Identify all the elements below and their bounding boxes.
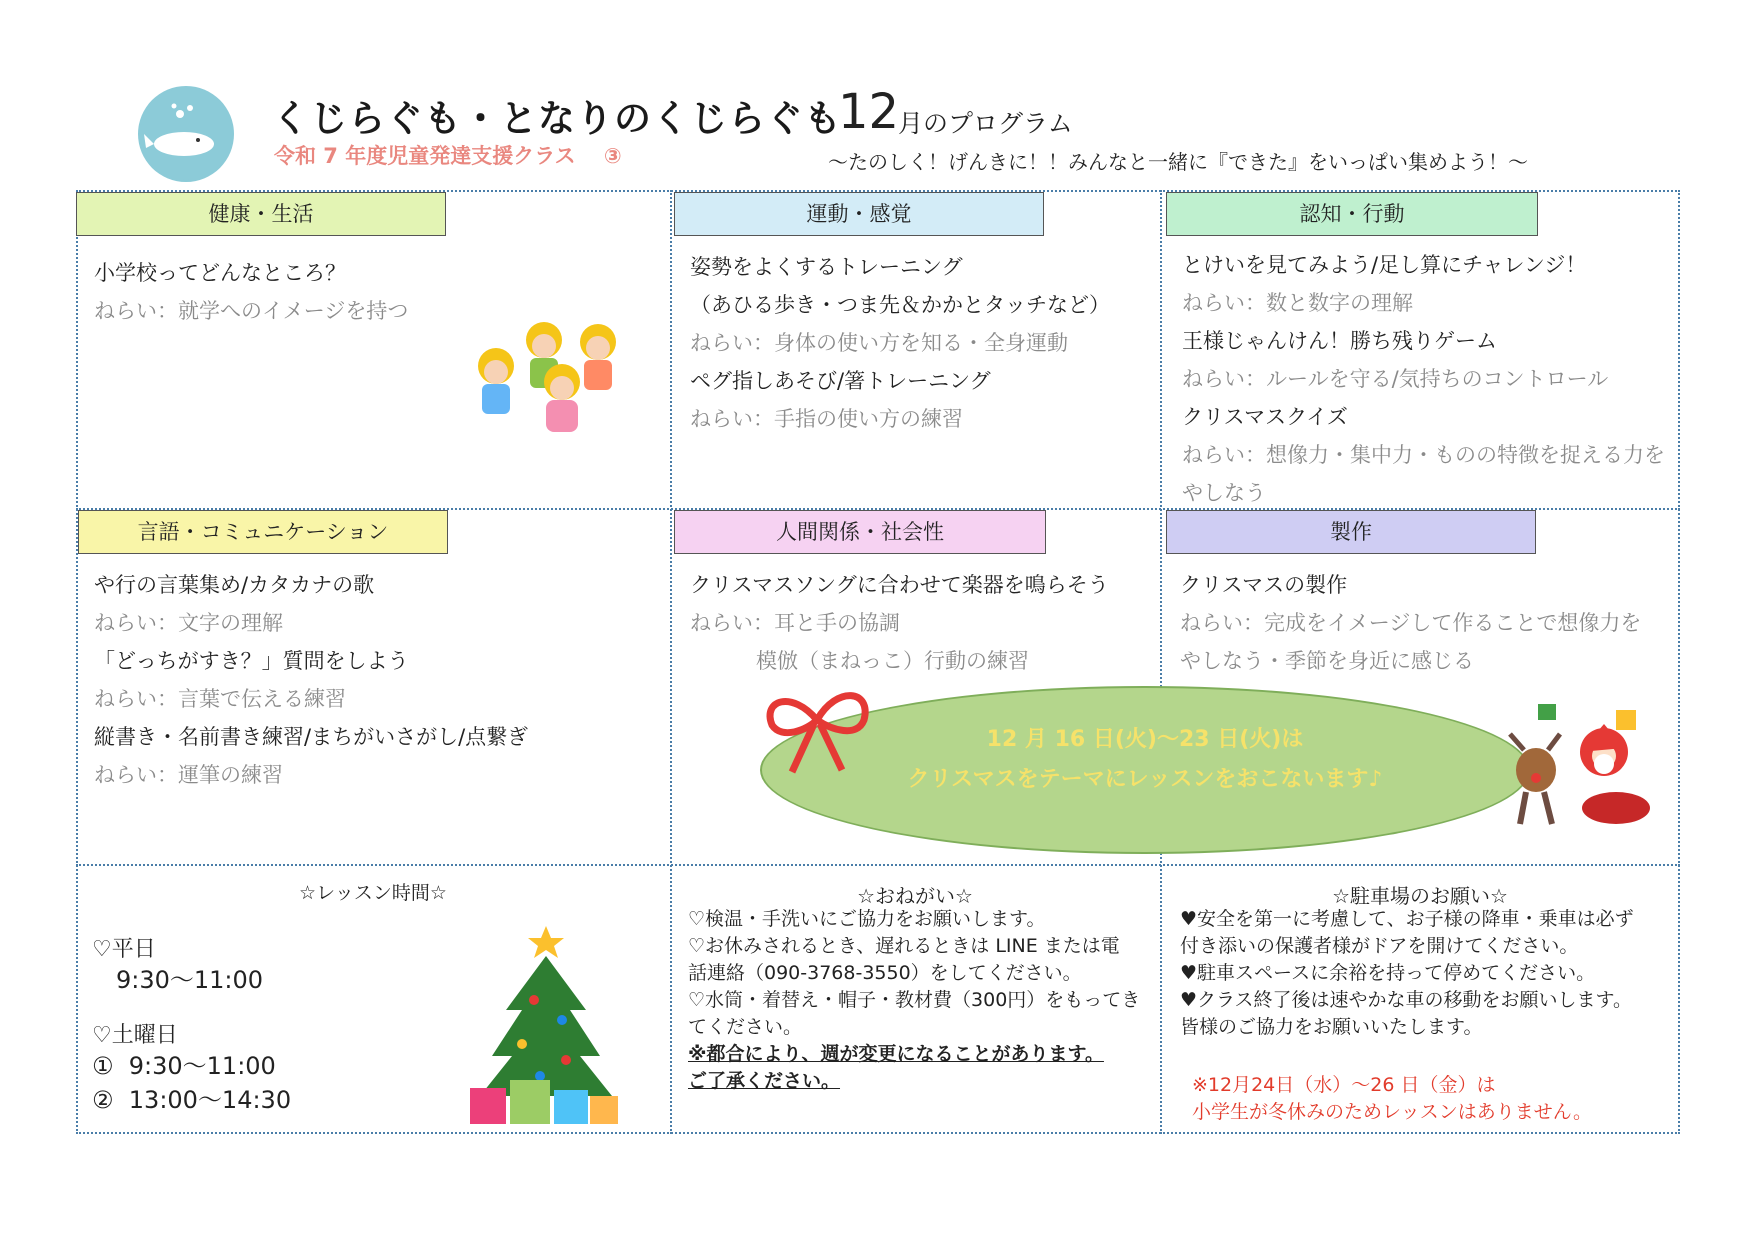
request-item-cont: 話連絡（090-3768-3550）をしてください。 <box>688 962 1082 984</box>
request-item-cont: てください。 <box>688 1016 803 1038</box>
cognition-aim: ねらい：ルールを守る/気持ちのコントロール <box>1182 367 1609 391</box>
christmas-tree-icon <box>466 920 626 1134</box>
column-divider <box>670 190 672 1134</box>
announcement-dates: 12 月 16 日(火)～23 日(火)は <box>986 727 1304 752</box>
motor-content <box>690 248 1110 438</box>
page-title: くじらぐも・となりのくじらぐも <box>272 97 842 140</box>
language-activity: や行の言葉集め/カタカナの歌 <box>94 573 375 597</box>
language-activity: 縦書き・名前書き練習/まちがいさがし/点繋ぎ <box>94 725 529 749</box>
lesson-time-title: ☆レッスン時間☆ <box>299 882 447 904</box>
social-content <box>690 566 1109 680</box>
cognition-activity: クリスマスクイズ <box>1182 405 1348 429</box>
weekday-time: 9:30～11:00 <box>116 966 264 994</box>
cognition-activity: 王様じゃんけん！勝ち残りゲーム <box>1182 329 1497 353</box>
language-aim: ねらい：運筆の練習 <box>94 763 283 787</box>
saturday-label: ♡土曜日 <box>92 1023 178 1048</box>
craft-header: 製作 <box>1166 510 1536 554</box>
ribbon-icon <box>752 680 882 784</box>
craft-content <box>1180 566 1641 680</box>
requests-content <box>688 906 1140 1095</box>
cognition-activity: とけいを見てみよう/足し算にチャレンジ！ <box>1182 253 1587 277</box>
month-number: 12 <box>838 84 900 140</box>
language-aim: ねらい：言葉で伝える練習 <box>94 687 346 711</box>
parking-closing: 皆様のご協力をお願いいたします。 <box>1180 1016 1483 1038</box>
holiday-notice <box>1192 1072 1592 1126</box>
whale-icon <box>138 86 234 182</box>
santa-reindeer-icon <box>1496 700 1656 844</box>
craft-activity: クリスマスの製作 <box>1180 573 1348 597</box>
social-header: 人間関係・社会性 <box>674 510 1046 554</box>
health-aim: ねらい：就学へのイメージを持つ <box>94 299 409 323</box>
holiday-notice-dates: ※12月24日（水）～26 日（金）は <box>1192 1074 1496 1096</box>
motor-header: 運動・感覚 <box>674 192 1044 236</box>
language-aim: ねらい：文字の理解 <box>94 611 283 635</box>
parking-item: ♥クラス終了後は速やかな車の移動をお願いします。 <box>1180 989 1632 1011</box>
request-item: ♡お休みされるとき、遅れるときは LINE または電 <box>688 935 1120 957</box>
motor-activity: 姿勢をよくするトレーニング <box>690 255 963 279</box>
schedule-change-note-cont: ご了承ください。 <box>688 1070 841 1092</box>
class-subtitle: 令和 7 年度児童発達支援クラス ③ <box>274 144 622 168</box>
schedule-change-note: ※都合により、週が変更になることがあります。 <box>688 1043 1104 1065</box>
cognition-aim-cont: やしなう <box>1182 481 1266 505</box>
month-program-label: 月のプログラム <box>898 109 1073 138</box>
monthly-theme: ～たのしく！げんきに！！みんなと一緒に『できた』をいっぱい集めよう！～ <box>828 150 1528 174</box>
saturday-session-1: ① 9:30～11:00 <box>92 1052 276 1080</box>
request-item: ♡検温・手洗いにご協力をお願いします。 <box>688 908 1046 930</box>
health-header: 健康・生活 <box>76 192 446 236</box>
announcement-message: クリスマスをテーマにレッスンをおこないます♪ <box>907 767 1383 792</box>
health-activity: 小学校ってどんなところ？ <box>94 261 346 285</box>
children-illustration <box>466 318 636 452</box>
request-item: ♡水筒・着替え・帽子・教材費（300円）をもってき <box>688 989 1141 1011</box>
parking-item-cont: 付き添いの保護者様がドアを開けてください。 <box>1180 935 1579 957</box>
weekday-label: ♡平日 <box>92 937 156 962</box>
motor-activity: ペグ指しあそび/箸トレーニング <box>690 369 991 393</box>
saturday-session-2: ② 13:00～14:30 <box>92 1086 292 1114</box>
cognition-content <box>1182 246 1665 512</box>
row-divider <box>76 864 1680 866</box>
column-divider <box>1160 190 1162 1134</box>
motor-activity-detail: （あひる歩き・つま先＆かかとタッチなど） <box>690 293 1110 317</box>
social-aim-cont: 模倣（まねっこ）行動の練習 <box>756 649 1029 673</box>
craft-aim-cont: やしなう・季節を身近に感じる <box>1180 649 1474 673</box>
cognition-header: 認知・行動 <box>1166 192 1538 236</box>
health-content <box>94 254 408 330</box>
social-activity: クリスマスソングに合わせて楽器を鳴らそう <box>690 573 1109 597</box>
parking-content <box>1180 906 1634 1041</box>
motor-aim: ねらい：手指の使い方の練習 <box>690 407 963 431</box>
language-content <box>94 566 528 794</box>
requests-title: ☆おねがい☆ <box>857 884 973 908</box>
social-aim: ねらい：耳と手の協調 <box>690 611 900 635</box>
parking-title: ☆駐車場のお願い☆ <box>1332 884 1508 908</box>
parking-item: ♥安全を第一に考慮して、お子様の降車・乗車は必ず <box>1180 908 1634 930</box>
language-header: 言語・コミュニケーション <box>78 510 448 554</box>
craft-aim: ねらい：完成をイメージして作ることで想像力を <box>1180 611 1642 635</box>
parking-item: ♥駐車スペースに余裕を持って停めてください。 <box>1180 962 1596 984</box>
whale-logo <box>138 86 234 182</box>
language-activity: 「どっちがすき？」質問をしよう <box>94 649 409 673</box>
cognition-aim: ねらい：数と数字の理解 <box>1182 291 1413 315</box>
motor-aim: ねらい：身体の使い方を知る・全身運動 <box>690 331 1068 355</box>
holiday-notice-message: 小学生が冬休みのためレッスンはありません。 <box>1192 1101 1592 1123</box>
cognition-aim: ねらい：想像力・集中力・ものの特徴を捉える力を <box>1182 443 1665 467</box>
